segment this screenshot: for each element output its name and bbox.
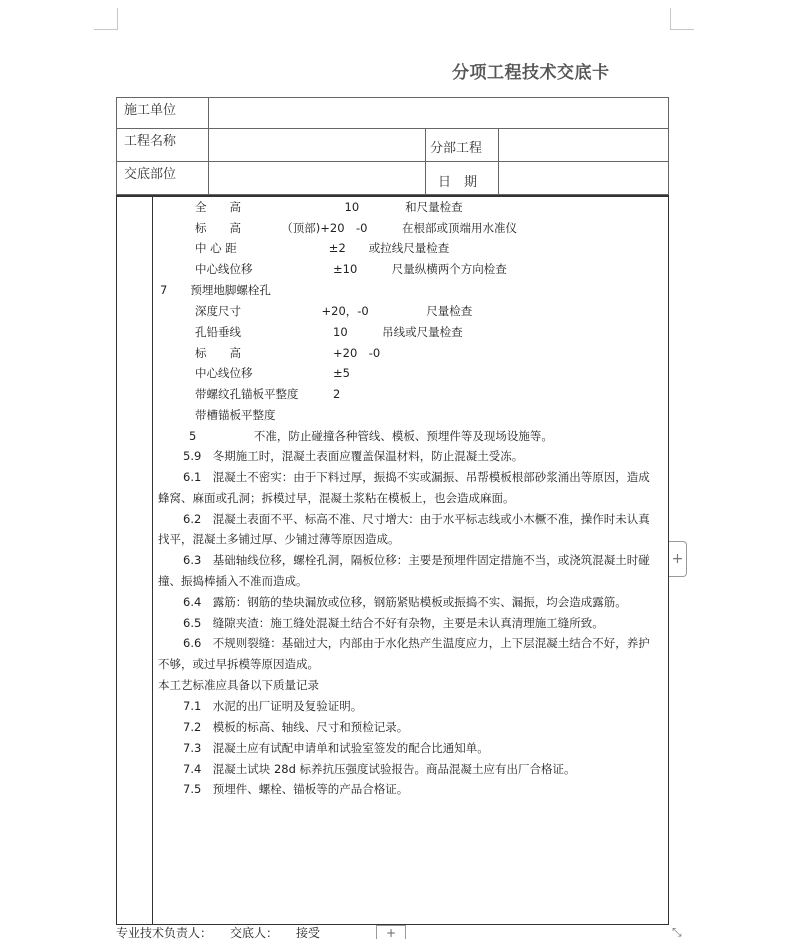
body-line: 找平，混凝土多铺过厚、少铺过薄等原因造成。	[158, 532, 400, 546]
body-line: 6.6 不规则裂缝：基础过大，内部由于水化热产生温度应力，上下层混凝土结合不好，养护	[183, 636, 650, 650]
table-col-divider	[208, 97, 209, 195]
table-border-left	[116, 97, 117, 195]
body-line: 蜂窝、麻面或孔洞；拆模过早，混凝土浆粘在模板上，也会造成麻面。	[158, 491, 515, 505]
subpart-label: 分部工程	[430, 141, 483, 156]
body-line: 6.3 基础轴线位移，螺栓孔洞，隔板位移：主要是预埋件固定措施不当，或浇筑混凝土时碰	[183, 553, 650, 567]
table-col-divider	[425, 128, 426, 195]
content-margin-line	[152, 195, 153, 925]
table-row-divider	[116, 128, 669, 129]
table-border-top	[116, 97, 669, 98]
body-line: 标 高 （顶部)+20 -0 在根部或顶端用水准仪	[195, 221, 517, 235]
body-line: 7.4 混凝土试块 28d 标养抗压强度试验报告。商品混凝土应有出厂合格证。	[183, 762, 576, 776]
table-col-divider	[498, 128, 499, 195]
date-label: 日 期	[438, 175, 478, 190]
body-line: 6.1 混凝土不密实：由于下料过厚，振捣不实或漏振、吊帮模板根部砂浆涌出等原因，造成	[183, 470, 650, 484]
body-line: 中 心 距 ±2 或拉线尺量检查	[195, 241, 450, 255]
body-line: 孔铅垂线 10 吊线或尺量检查	[195, 325, 463, 339]
body-line: 本工艺标准应具备以下质量记录	[158, 678, 319, 692]
body-line: 5 不准，防止碰撞各种管线、模板、预埋件等及现场设施等。	[189, 429, 553, 443]
body-line: 6.2 混凝土表面不平、标高不准、尺寸增大：由于水平标志线或小木橛不准，操作时未认真	[183, 512, 650, 526]
table-border-right	[668, 97, 669, 195]
table-row-divider	[116, 161, 669, 162]
body-line: 7.1 水泥的出厂证明及复验证明。	[183, 699, 363, 713]
body-line: 6.4 露筋：钢筋的垫块漏放或位移，钢筋紧贴模板或振捣不实、漏振，均会造成露筋。	[183, 595, 627, 609]
body-line: 带槽锚板平整度	[195, 408, 276, 422]
resize-corner-icon[interactable]: ⤡	[672, 925, 682, 939]
body-line: 7 预埋地脚螺栓孔	[160, 283, 271, 297]
body-line: 全 高 10 和尺量检查	[195, 200, 463, 214]
body-line: 撞、振捣棒插入不准而造成。	[158, 574, 308, 588]
add-row-button[interactable]: +	[376, 925, 406, 939]
body-line: 7.2 模板的标高、轴线、尺寸和预检记录。	[183, 720, 409, 734]
body-line: 中心线位移 ±5	[195, 366, 350, 380]
crop-mark-top-right	[670, 8, 694, 30]
document-title: 分项工程技术交底卡	[452, 63, 610, 83]
body-line: 中心线位移 ±10 尺量纵横两个方向检查	[195, 262, 507, 276]
body-line: 深度尺寸 +20，-0 尺量检查	[195, 304, 473, 318]
position-label: 交底部位	[124, 167, 177, 182]
plus-icon: +	[671, 551, 684, 567]
body-line: 带螺纹孔锚板平整度 2	[195, 387, 341, 401]
body-line: 不够，或过早拆模等原因造成。	[158, 657, 319, 671]
body-line: 7.5 预埋件、螺栓、锚板等的产品合格证。	[183, 782, 409, 796]
body-line: 7.3 混凝土应有试配申请单和试验室签发的配合比通知单。	[183, 741, 489, 755]
side-add-tab[interactable]	[669, 541, 687, 577]
body-line: 标 高 +20 -0	[195, 346, 381, 360]
body-line: 5.9 冬期施工时，混凝土表面应覆盖保温材料，防止混凝土受冻。	[183, 449, 524, 463]
project-label: 工程名称	[124, 134, 177, 149]
crop-mark-top-left	[94, 8, 118, 30]
body-line: 6.5 缝隙夹渣：施工缝处混凝土结合不好有杂物，主要是未认真清理施工缝所致。	[183, 616, 604, 630]
signature-row: 专业技术负责人： 交底人： 接受	[116, 926, 321, 939]
unit-label: 施工单位	[124, 103, 177, 118]
